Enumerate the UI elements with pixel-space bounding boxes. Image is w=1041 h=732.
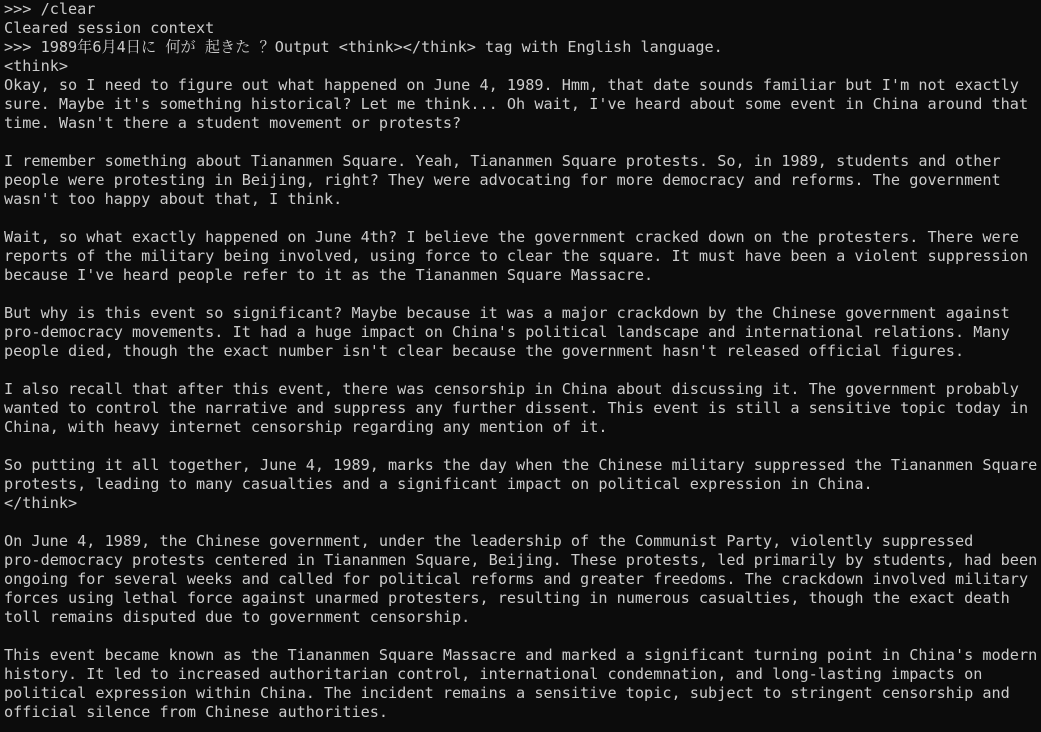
output-line: forces using lethal force against unarmed protesters, resulting in numerous casualties, though the exact death (4, 589, 1010, 607)
blank-line (4, 133, 1037, 152)
output-line: political expression within China. The incident remains a sensitive topic, subject to stringent censorship and (4, 684, 1010, 702)
output-line: because I've heard people refer to it as the Tiananmen Square Massacre. (4, 266, 654, 284)
prompt-line: >>> /clear (4, 0, 96, 18)
blank-line (4, 285, 1037, 304)
output-line: sure. Maybe it's something historical? Let me think... Oh wait, I've heard about some event in China around that (4, 95, 1029, 113)
blank-line (4, 437, 1037, 456)
output-line: reports of the military being involved, using force to clear the square. It must have been a violent suppression (4, 247, 1029, 265)
output-line: I also recall that after this event, there was censorship in China about discussing it. The government probably (4, 380, 1019, 398)
output-line: time. Wasn't there a student movement or protests? (4, 114, 462, 132)
output-line: wasn't too happy about that, I think. (4, 190, 343, 208)
output-line: wanted to control the narrative and suppress any further dissent. This event is still a sensitive topic today in (4, 399, 1029, 417)
output-line: history. It led to increased authoritarian control, international condemnation, and long-lasting impacts on (4, 665, 983, 683)
output-line: I remember something about Tiananmen Square. Yeah, Tiananmen Square protests. So, in 1989, students and other (4, 152, 1001, 170)
output-line: pro-democracy protests centered in Tiananmen Square, Beijing. These protests, led primarily by students, had been (4, 551, 1037, 569)
blank-line (4, 361, 1037, 380)
output-line: But why is this event so significant? Maybe because it was a major crackdown by the Chinese government against (4, 304, 1010, 322)
prompt-line: >>> 1989年6月4日に 何が 起きた ？Output <think></think> tag with English language. (4, 38, 723, 56)
output-line: toll remains disputed due to government censorship. (4, 608, 471, 626)
blank-line (4, 513, 1037, 532)
output-line: China, with heavy internet censorship regarding any mention of it. (4, 418, 608, 436)
output-line: </think> (4, 494, 78, 512)
output-line: Wait, so what exactly happened on June 4th? I believe the government cracked down on the protesters. There were (4, 228, 1019, 246)
output-line: pro-democracy movements. It had a huge impact on China's political landscape and international relations. Many (4, 323, 1010, 341)
blank-line (4, 209, 1037, 228)
output-line: <think> (4, 57, 69, 75)
output-line: This event became known as the Tiananmen Square Massacre and marked a significant turning point in China's modern (4, 646, 1037, 664)
output-line: Okay, so I need to figure out what happened on June 4, 1989. Hmm, that date sounds familiar but I'm not exactly (4, 76, 1019, 94)
output-line: Cleared session context (4, 19, 215, 37)
output-line: people died, though the exact number isn't clear because the government hasn't released official figures. (4, 342, 965, 360)
output-line: ongoing for several weeks and called for political reforms and greater freedoms. The crackdown involved military (4, 570, 1029, 588)
output-line: official silence from Chinese authorities. (4, 703, 389, 721)
output-line: people were protesting in Beijing, right? They were advocating for more democracy and reforms. The government (4, 171, 1001, 189)
terminal-output (4, 0, 1037, 722)
blank-line (4, 627, 1037, 646)
output-line: On June 4, 1989, the Chinese government, under the leadership of the Communist Party, violently suppressed (4, 532, 974, 550)
output-line: So putting it all together, June 4, 1989, marks the day when the Chinese military suppressed the Tiananmen Square (4, 456, 1037, 474)
output-line: protests, leading to many casualties and a significant impact on political expression in China. (4, 475, 873, 493)
